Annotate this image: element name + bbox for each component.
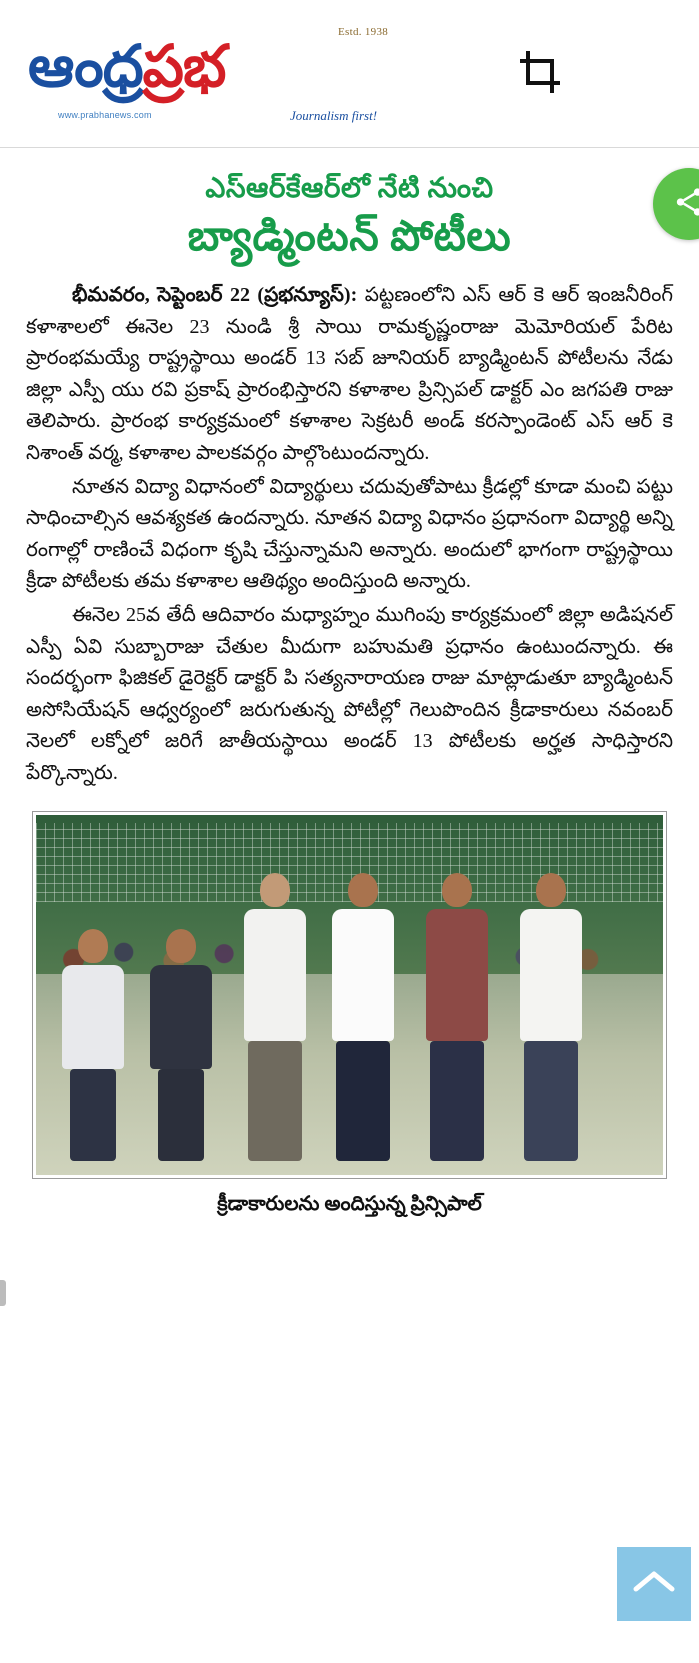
article-photo-frame xyxy=(32,811,667,1179)
chevron-up-icon xyxy=(632,1567,676,1602)
article-body xyxy=(0,148,699,1220)
publication-logo[interactable] xyxy=(28,26,408,130)
photo-person xyxy=(149,929,213,1161)
photo-caption: క్రీడాకారులను అందిస్తున్న ప్రిన్సిపాల్ xyxy=(217,1193,482,1216)
article-text-column xyxy=(26,280,673,790)
crop-button[interactable] xyxy=(511,44,569,102)
article-paragraph: నూతన విద్యా విధానంలో విద్యార్థులు చదువుతోపాటు క్రీడల్లో కూడా మంచి పట్టు సాధించాల్సిన ఆవశ్యకత ఉందన్నారు. నూతన విద్యా విధానం ప్రధానంగా విద్యార్థి అన్ని రంగాల్లో రాణించే విధంగా కృషి చేస్తున్నామని అన్నారు. అందులో భాగంగా రాష్ట్రస్థాయి క్రీడా పోటీలకు తమ కళాశాల ఆతిథ్యం అందిస్తుంది అన్నారు. xyxy=(26,475,673,593)
masthead xyxy=(0,0,699,148)
logo-title-part1: ఆంధ్ర xyxy=(28,34,143,99)
article-paragraph xyxy=(26,280,673,470)
logo-title xyxy=(28,34,226,99)
article-paragraph-text: పట్టణంలోని ఎస్ ఆర్ కె ఆర్ ఇంజనీరింగ్ కళాశాలలో ఈనెల 23 నుండి శ్రీ సాయి రామకృష్ణంరాజు మెమోరియల్ పేరిట ప్రారంభమయ్యే రాష్ట్రస్థాయి అండర్ 13 సబ్ జూనియర్ బ్యాడ్మింటన్ పోటీలను నేడు జిల్లా ఎస్పీ యు రవి ప్రకాష్ ప్రారంభిస్తారని కళాశాల ప్రిన్సిపల్ డాక్టర్ ఎం జగపతి రాజు తెలిపారు. ప్రారంభ కార్యక్రమంలో కళాశాల సెక్రటరీ అండ్ కరస్పాండెంట్ ఎస్ ఆర్ కె నిశాంత్ వర్మ, కళాశాల పాలకవర్గం పాల్గొంటుందన్నారు. xyxy=(26,283,673,464)
photo-person xyxy=(519,873,583,1161)
photo-person xyxy=(61,929,125,1161)
article-photo xyxy=(36,815,663,1175)
scroll-to-top-button[interactable] xyxy=(617,1547,691,1621)
dateline: భీమవరం, సెప్టెంబర్ 22 (ప్రభన్యూస్): xyxy=(72,283,358,306)
photo-person xyxy=(331,873,395,1161)
photo-person xyxy=(243,873,307,1161)
logo-title-part2: ప్రభ xyxy=(142,34,226,99)
photo-person xyxy=(425,873,489,1161)
share-icon xyxy=(672,185,699,224)
crop-icon xyxy=(518,51,562,95)
article-paragraph: ఈనెల 25వ తేదీ ఆదివారం మధ్యాహ్నం ముగింపు కార్యక్రమంలో జిల్లా అడిషనల్ ఎస్పీ ఏవి సుబ్బారాజు చేతుల మీదుగా బహుమతి ప్రధానం ఉంటుందన్నారు. ఈ సందర్భంగా ఫిజికల్ డైరెక్టర్ డాక్టర్ పి సత్యనారాయణ రాజు మాట్లాడుతూ బ్యాడ్మింటన్ అసోసియేషన్ ఆధ్వర్యంలో జరుగుతున్న పోటీల్లో గెలుపొందిన క్రీడాకారులు నవంబర్ నెలలో లక్నోలో జరిగే జాతీయస్థాయి అండర్ 13 పోటీలకు అర్హత సాధిస్తారని పేర్కొన్నారు. xyxy=(26,603,673,784)
edge-drag-handle[interactable] xyxy=(0,1280,6,1306)
headline-kicker: ఎస్‌ఆర్‌కేఆర్‌లో నేటి నుంచి xyxy=(205,173,494,204)
logo-website-url: www.prabhanews.com xyxy=(58,110,152,120)
page-title: బ్యాడ్మింటన్ పోటీలు xyxy=(187,213,512,260)
logo-established-year: Estd. 1938 xyxy=(338,26,389,38)
logo-tagline: Journalism first! xyxy=(290,108,378,123)
